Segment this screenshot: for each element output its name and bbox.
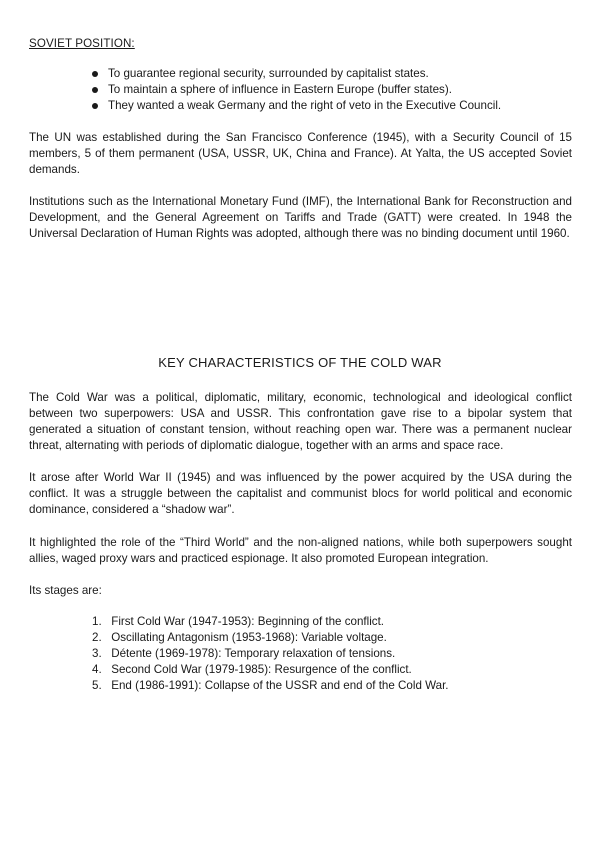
stage-item [92,646,449,662]
stage-text: End (1986-1991): Collapse of the USSR and end of the Cold War. [111,679,449,692]
bullet-dot-icon [92,87,98,93]
stage-number: 3. [92,647,102,660]
stage-number: 4. [92,663,102,676]
cold-war-origin-paragraph: It arose after World War II (1945) and was influenced by the power acquired by the USA during the conflict. It was a struggle between the capitalist and communist blocs for world political and economic dominance, considered a “shadow war”. [29,471,572,516]
stage-item [92,678,449,694]
soviet-position-heading: SOVIET POSITION: [29,37,135,50]
third-world-paragraph: It highlighted the role of the “Third World” and the non-aligned nations, while both superpowers sought allies, waged proxy wars and practiced espionage. It also promoted European integration. [29,536,572,565]
stage-item [92,662,449,678]
stage-item [92,630,449,646]
bullet-dot-icon [92,71,98,77]
stage-number: 1. [92,615,102,628]
stage-text: Détente (1969-1978): Temporary relaxation of tensions. [111,647,396,660]
bullet-text: To maintain a sphere of influence in Eastern Europe (buffer states). [108,83,452,96]
un-paragraph: The UN was established during the San Francisco Conference (1945), with a Security Council of 15 members, 5 of them permanent (USA, USSR, UK, China and France). At Yalta, the US accepted Soviet demands. [29,131,572,176]
bullet-text: To guarantee regional security, surrounded by capitalist states. [108,67,429,80]
stage-text: Oscillating Antagonism (1953-1968): Variable voltage. [111,631,387,644]
institutions-paragraph: Institutions such as the International Monetary Fund (IMF), the International Bank for Reconstruction and Development, and the General Agreement on Tariffs and Trade (GATT) were created. In 1948 the Universal Declaration of Human Rights was adopted, although there was no binding document until 1960. [29,195,572,240]
bullet-dot-icon [92,103,98,109]
section-title: KEY CHARACTERISTICS OF THE COLD WAR [158,355,442,370]
bullet-text: They wanted a weak Germany and the right of veto in the Executive Council. [108,99,502,112]
stages-list [92,614,449,694]
stage-text: Second Cold War (1979-1985): Resurgence of the conflict. [111,663,412,676]
stages-intro: Its stages are: [29,584,102,597]
stage-text: First Cold War (1947-1953): Beginning of the conflict. [111,615,385,628]
stage-number: 5. [92,679,102,692]
bullet-item [92,98,501,114]
stage-number: 2. [92,631,102,644]
cold-war-definition-paragraph: The Cold War was a political, diplomatic, military, economic, technological and ideological conflict between two superpowers: USA and USSR. This confrontation gave rise to a bipolar system that generated a situation of constant tension, without reaching open war. There was a permanent nuclear threat, alternating with periods of diplomatic dialogue, together with an arms and space race. [29,391,572,452]
bullet-item [92,66,501,82]
stage-item [92,614,449,630]
bullet-item [92,82,501,98]
soviet-bullet-list [92,66,501,114]
